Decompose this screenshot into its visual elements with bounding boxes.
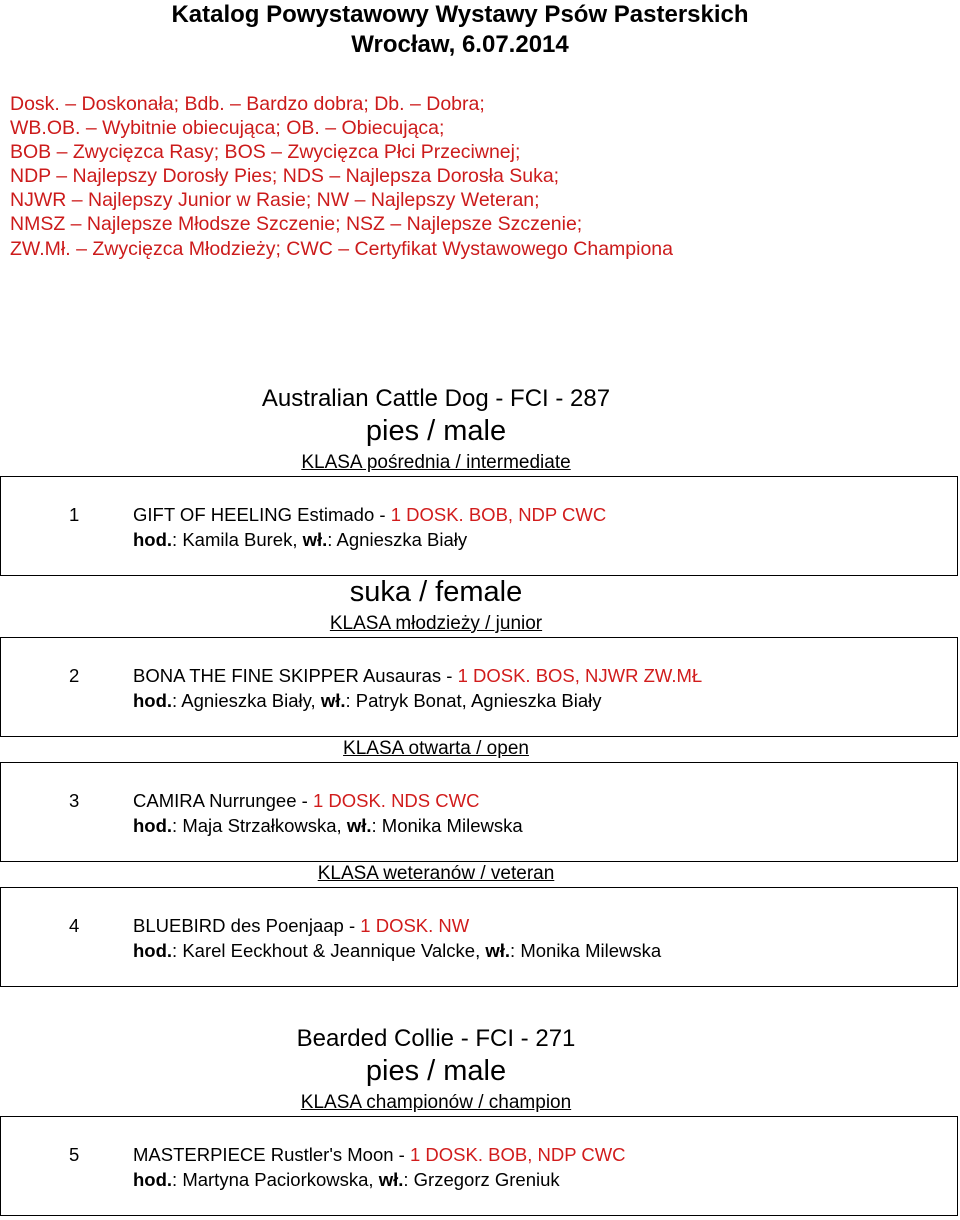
sex-heading-male: pies / male xyxy=(365,1055,507,1087)
separator: - xyxy=(296,790,313,811)
class-heading: KLASA pośrednia / intermediate xyxy=(301,452,571,473)
class-heading: KLASA weteranów / veteran xyxy=(317,863,555,884)
entry-dog-line xyxy=(133,1144,626,1166)
dog-name: MASTERPIECE Rustler's Moon xyxy=(133,1144,394,1165)
catalog-entry xyxy=(0,887,958,987)
owner-value: : Monika Milewska xyxy=(510,940,662,961)
legend-line-1: Dosk. – Doskonała; Bdb. – Bardzo dobra; Db. – Dobra; xyxy=(10,93,485,115)
separator: - xyxy=(441,665,458,686)
owner-value: : Monika Milewska xyxy=(371,815,523,836)
entry-dog-line xyxy=(133,790,479,812)
dog-result: 1 DOSK. BOS, NJWR ZW.MŁ xyxy=(457,665,703,686)
entry-breeder-owner-line xyxy=(133,1169,560,1191)
owner-value: : Patryk Bonat, Agnieszka Biały xyxy=(345,690,602,711)
catalog-date-location: Wrocław, 6.07.2014 xyxy=(351,31,569,58)
owner-label: wł. xyxy=(302,529,328,550)
owner-label: wł. xyxy=(378,1169,404,1190)
breeder-value: : Agnieszka Biały, xyxy=(172,690,321,711)
dog-result: 1 DOSK. BOB, NDP CWC xyxy=(410,1144,626,1165)
breeder-value: : Kamila Burek, xyxy=(172,529,303,550)
entry-number: 4 xyxy=(69,915,80,936)
legend-line-6: NMSZ – Najlepsze Młodsze Szczenie; NSZ – Najlepsze Szczenie; xyxy=(10,213,583,235)
owner-label: wł. xyxy=(346,815,372,836)
dog-name: BLUEBIRD des Poenjaap xyxy=(133,915,344,936)
entry-breeder-owner-line xyxy=(133,529,467,551)
breeder-value: : Martyna Paciorkowska, xyxy=(172,1169,379,1190)
separator: - xyxy=(343,915,361,936)
legend-line-3: BOB – Zwycięzca Rasy; BOS – Zwycięzca Płci Przeciwnej; xyxy=(10,141,521,163)
breeder-label: hod. xyxy=(133,1169,173,1190)
owner-value: : Grzegorz Greniuk xyxy=(403,1169,560,1190)
class-heading: KLASA championów / champion xyxy=(300,1092,572,1113)
owner-label: wł. xyxy=(485,940,511,961)
dog-name: BONA THE FINE SKIPPER Ausauras xyxy=(133,665,442,686)
breeder-label: hod. xyxy=(133,815,173,836)
catalog-title: Katalog Powystawowy Wystawy Psów Pasterskich xyxy=(171,1,749,28)
separator: - xyxy=(393,1144,410,1165)
separator: - xyxy=(374,504,391,525)
legend-line-5: NJWR – Najlepszy Junior w Rasie; NW – Najlepszy Weteran; xyxy=(10,189,540,211)
catalog-entry xyxy=(0,476,958,576)
dog-result: 1 DOSK. NW xyxy=(360,915,470,936)
owner-value: : Agnieszka Biały xyxy=(327,529,468,550)
entry-number: 5 xyxy=(69,1144,80,1165)
breeder-value: : Karel Eeckhout & Jeannique Valcke, xyxy=(172,940,486,961)
legend-line-2: WB.OB. – Wybitnie obiecująca; OB. – Obiecująca; xyxy=(10,117,445,139)
class-heading: KLASA młodzieży / junior xyxy=(329,613,543,634)
entry-number: 1 xyxy=(69,504,80,525)
entry-number: 3 xyxy=(69,790,80,811)
legend-line-7: ZW.Mł. – Zwycięzca Młodzieży; CWC – Certyfikat Wystawowego Championa xyxy=(10,238,673,260)
owner-label: wł. xyxy=(320,690,346,711)
breeder-label: hod. xyxy=(133,690,173,711)
dog-name: CAMIRA Nurrungee xyxy=(133,790,297,811)
sex-heading-male: pies / male xyxy=(365,415,507,447)
entry-breeder-owner-line xyxy=(133,690,602,712)
catalog-entry xyxy=(0,637,958,737)
breeder-label: hod. xyxy=(133,940,173,961)
breed-heading: Australian Cattle Dog - FCI - 287 xyxy=(261,385,611,412)
sex-heading-female: suka / female xyxy=(349,576,523,608)
breeder-label: hod. xyxy=(133,529,173,550)
legend-line-4: NDP – Najlepszy Dorosły Pies; NDS – Najlepsza Dorosła Suka; xyxy=(10,165,560,187)
dog-result: 1 DOSK. NDS CWC xyxy=(312,790,480,811)
entry-breeder-owner-line xyxy=(133,815,523,837)
entry-dog-line xyxy=(133,915,469,937)
catalog-entry xyxy=(0,762,958,862)
breed-heading: Bearded Collie - FCI - 271 xyxy=(296,1025,576,1052)
dog-result: 1 DOSK. BOB, NDP CWC xyxy=(390,504,607,525)
entry-dog-line xyxy=(133,665,702,687)
entry-dog-line xyxy=(133,504,606,526)
entry-number: 2 xyxy=(69,665,80,686)
dog-name: GIFT OF HEELING Estimado xyxy=(133,504,375,525)
class-heading: KLASA otwarta / open xyxy=(343,738,529,759)
breeder-value: : Maja Strzałkowska, xyxy=(172,815,347,836)
catalog-entry xyxy=(0,1116,958,1216)
entry-breeder-owner-line xyxy=(133,940,661,962)
